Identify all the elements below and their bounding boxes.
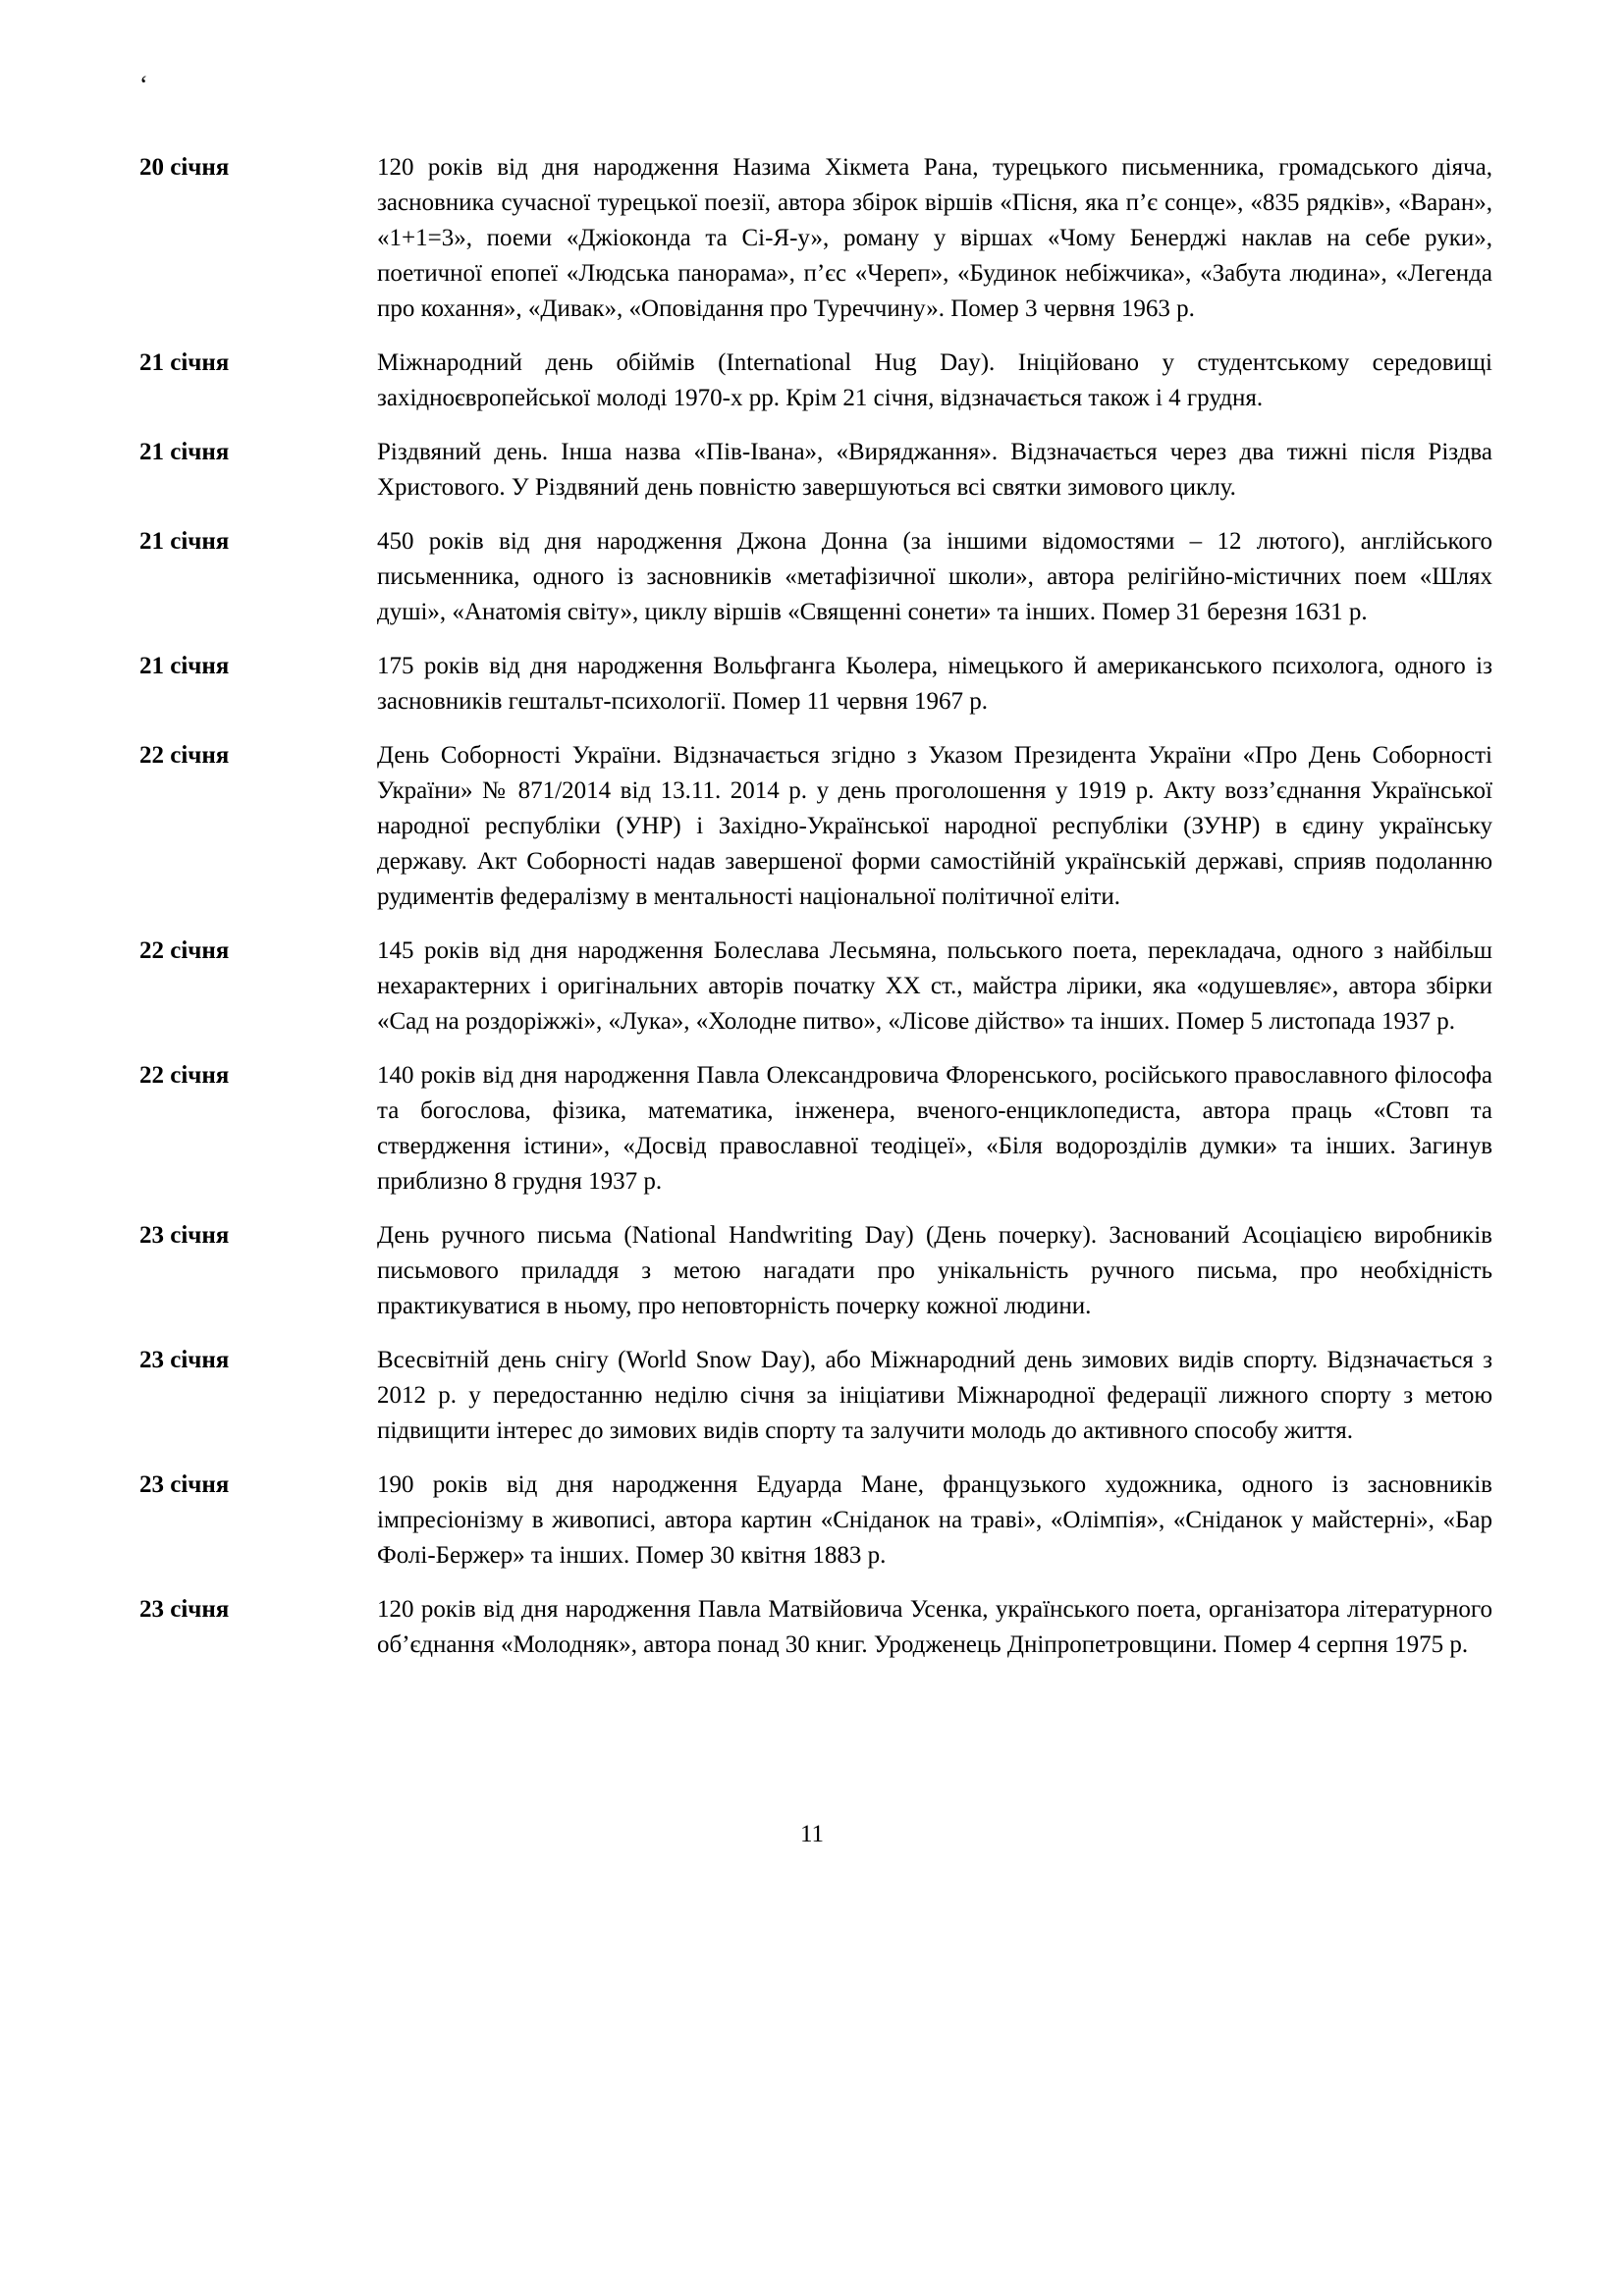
entry-date: 20 січня (139, 154, 230, 181)
entry-text: 450 років від дня народження Джона Донна (за іншими відомостями – 12 лютого), англійського письменника, одного із засновників «метафізичної школи», автора релігійно-містичних поем «Шлях душі», «Анатомія світу», циклу віршів «Священні сонети» та інших. Помер 31 березня 1631 р. (377, 528, 1492, 625)
entry-date: 23 січня (139, 1471, 230, 1498)
calendar-entry (139, 738, 1492, 915)
entry-text: Міжнародний день обіймів (International Hug Day). Ініційовано у студентському середовищі західноєвропейської молоді 1970-х рр. Крім 21 січня, відзначається також і 4 грудня. (377, 349, 1492, 411)
calendar-entry (139, 435, 1492, 506)
entry-text: День Соборності України. Відзначається згідно з Указом Президента України «Про День Соборності України» № 871/2014 від 13.11. 2014 р. у день проголошення у 1919 р. Акту возз’єднання Української народної республіки (УНР) і Західно-Української народної республіки (ЗУНР) в єдину українську державу. Акт Соборності надав завершеної форми самостійній українській державі, сприяв подоланню рудиментів федералізму в ментальності національної політичної еліти. (377, 742, 1492, 910)
calendar-entry (139, 1058, 1492, 1200)
entry-date: 23 січня (139, 1347, 230, 1373)
entry-text: Різдвяний день. Інша назва «Пів-Івана», «Виряджання». Відзначається через два тижні після Різдва Христового. У Різдвяний день повністю завершуються всі святки зимового циклу. (377, 439, 1492, 501)
calendar-entry (139, 524, 1492, 630)
calendar-entry (139, 1592, 1492, 1663)
entry-date: 21 січня (139, 528, 230, 555)
entry-date: 22 січня (139, 742, 230, 769)
entry-text: 140 років від дня народження Павла Олександровича Флоренського, російського православного філософа та богослова, фізика, математика, інженера, вченого-енциклопедиста, автора праць «Стовп та ствердження істини», «Досвід православної теодіцеї», «Біля водорозділів думки» та інших. Загинув приблизно 8 грудня 1937 р. (377, 1062, 1492, 1195)
entry-date: 21 січня (139, 653, 230, 679)
entry-date: 22 січня (139, 937, 230, 964)
entry-text: Всесвітній день снігу (World Snow Day), або Міжнародний день зимових видів спорту. Відзначається з 2012 р. у передостанню неділю січня за ініціативи Міжнародної федерації лижного спорту з метою підвищити інтерес до зимових видів спорту та залучити молодь до активного способу життя. (377, 1347, 1492, 1444)
entry-date: 23 січня (139, 1596, 230, 1623)
page-number: 11 (799, 1821, 825, 1847)
calendar-entries (139, 150, 1492, 1682)
calendar-entry (139, 1218, 1492, 1324)
entry-date: 22 січня (139, 1062, 230, 1089)
entry-date: 23 січня (139, 1222, 230, 1249)
calendar-entry (139, 150, 1492, 327)
entry-text: 190 років від дня народження Едуарда Мане, французького художника, одного із засновників імпресіонізму в живописі, автора картин «Сніданок на траві», «Олімпія», «Сніданок у майстерні», «Бар Фолі-Бержер» та інших. Помер 30 квітня 1883 р. (377, 1471, 1492, 1569)
calendar-entry (139, 649, 1492, 720)
entry-text: День ручного письма (National Handwriting Day) (День почерку). Заснований Асоціацією виробників письмового приладдя з метою нагадати про унікальність ручного письма, про необхідність практикуватися в ньому, про неповторність почерку кожної людини. (377, 1222, 1492, 1319)
entry-date: 21 січня (139, 439, 230, 465)
calendar-entry (139, 934, 1492, 1040)
calendar-entry (139, 1343, 1492, 1449)
entry-text: 175 років від дня народження Вольфганга Кьолера, німецького й американського психолога, одного із засновників гештальт-психології. Помер 11 червня 1967 р. (377, 653, 1492, 715)
entry-text: 120 років від дня народження Павла Матвійовича Усенка, українського поета, організатора літературного об’єднання «Молодняк», автора понад 30 книг. Уродженець Дніпропетровщини. Помер 4 серпня 1975 р. (377, 1596, 1492, 1658)
calendar-entry (139, 1468, 1492, 1574)
calendar-entry (139, 346, 1492, 416)
entry-text: 120 років від дня народження Назима Хікмета Рана, турецького письменника, громадського діяча, засновника сучасної турецької поезії, автора збірок віршів «Пісня, яка п’є сонце», «835 рядків», «Варан», «1+1=3», поеми «Джіоконда та Сі-Я-у», роману у віршах «Чому Бенерджі наклав на себе руки», поетичної епопеї «Людська панорама», п’єс «Череп», «Будинок небіжчика», «Забута людина», «Легенда про кохання», «Дивак», «Оповідання про Туреччину». Помер 3 червня 1963 р. (377, 154, 1492, 322)
entry-date: 21 січня (139, 349, 230, 376)
stray-quote-mark: ‘ (139, 71, 148, 99)
entry-text: 145 років від дня народження Болеслава Лесьмяна, польського поета, перекладача, одного з найбільш нехарактерних і оригінальних авторів початку ХХ ст., майстра лірики, яка «одушевляє», автора збірки «Сад на роздоріжжі», «Лука», «Холодне питво», «Лісове дійство» та інших. Помер 5 листопада 1937 р. (377, 937, 1492, 1035)
